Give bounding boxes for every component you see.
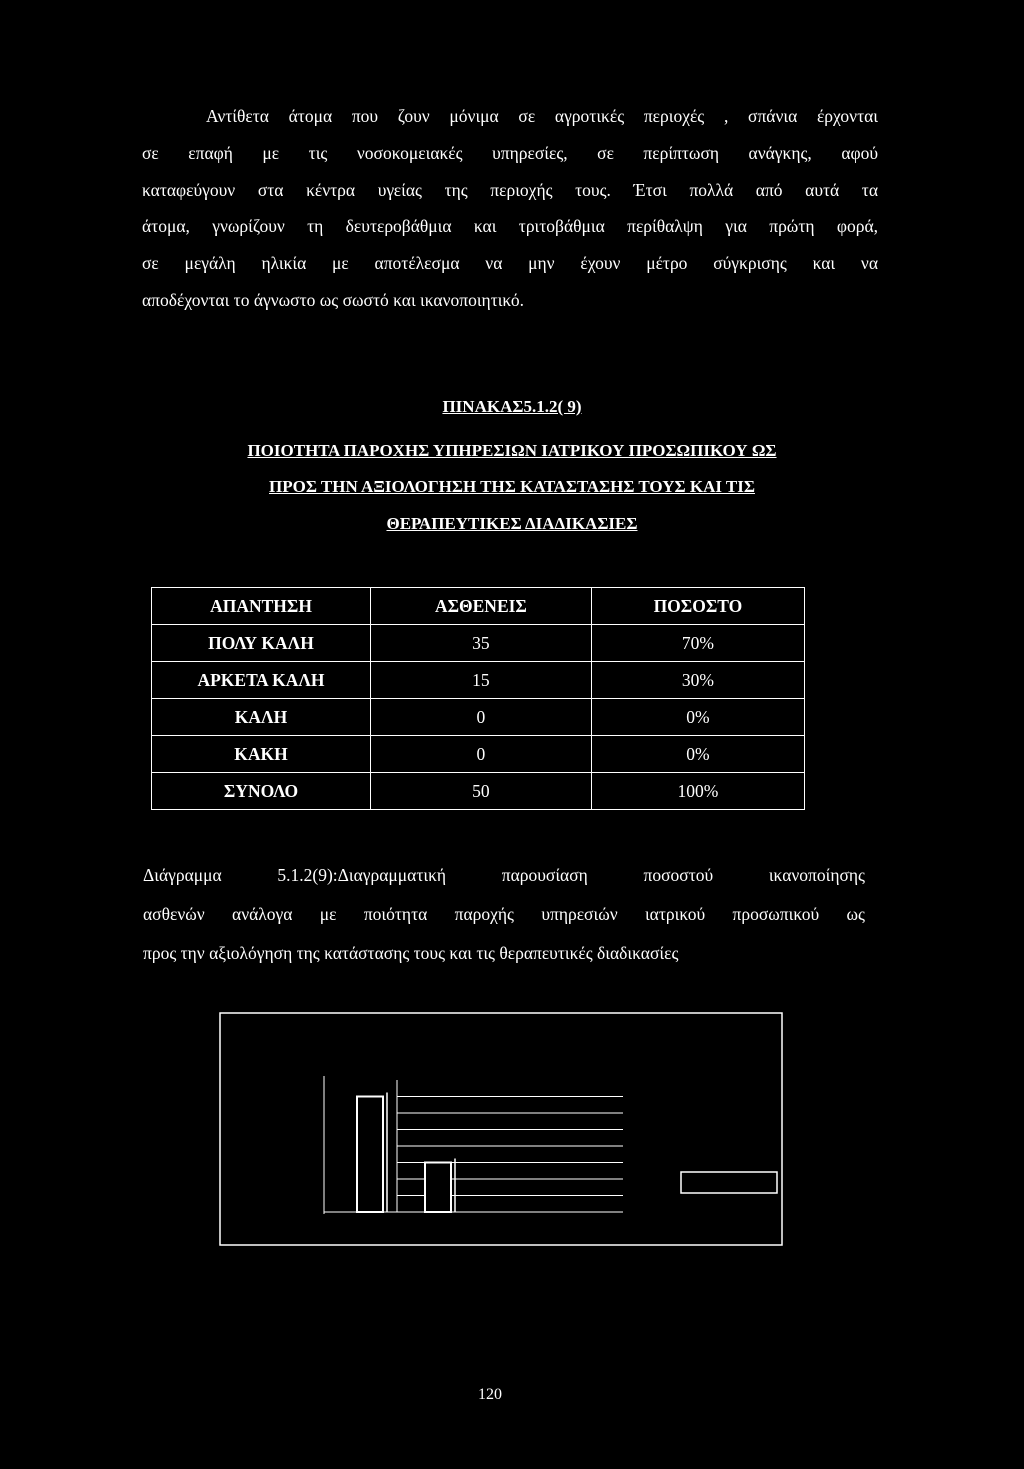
table-cell: 0 (371, 736, 592, 773)
table-row (152, 773, 805, 810)
paragraph-line: σε μεγάλη ηλικία με αποτέλεσμα να μην έχουν μέτρο σύγκρισης και να (142, 253, 878, 274)
chart-container (219, 1012, 783, 1246)
table-row (152, 625, 805, 662)
table-cell: 0% (591, 699, 804, 736)
caption-line: Διάγραμμα 5.1.2(9):Διαγραμματική παρουσίαση ποσοστού ικανοποίησης (143, 865, 865, 885)
table-title-line: ΘΕΡΑΠΕΥΤΙΚΕΣ ΔΙΑΔΙΚΑΣΙΕΣ (386, 514, 638, 533)
paragraph-line: αποδέχονται το άγνωστο ως σωστό και ικανοποιητικό. (142, 289, 524, 310)
bar (357, 1097, 383, 1213)
table-cell: 30% (591, 662, 804, 699)
paragraph-line: σε επαφή με τις νοσοκομειακές υπηρεσίες, σε περίπτωση ανάγκης, αφού (142, 142, 878, 163)
chart-bars (357, 1093, 455, 1213)
table-row (152, 736, 805, 773)
column-header: ΑΠΑΝΤΗΣΗ (152, 588, 371, 625)
column-header: ΠΟΣΟΣΤΟ (591, 588, 804, 625)
table-cell: 70% (591, 625, 804, 662)
table-cell: 50 (371, 773, 592, 810)
legend-box (681, 1172, 777, 1193)
table-title-line: ΠΟΙΟΤΗΤΑ ΠΑΡΟΧΗΣ ΥΠΗΡΕΣΙΩΝ ΙΑΤΡΙΚΟΥ ΠΡΟΣΩΠΙΚΟΥ ΩΣ (247, 441, 777, 460)
table-row (152, 662, 805, 699)
table-cell: 15 (371, 662, 592, 699)
page-number: 120 (478, 1386, 502, 1403)
body-paragraph (142, 98, 878, 319)
paragraph-line: άτομα, γνωρίζουν τη δευτεροβάθμια και τριτοβάθμια περίθαλψη για πρώτη φορά, (142, 216, 878, 237)
table-cell: 0% (591, 736, 804, 773)
table-cell: ΚΑΛΗ (152, 699, 371, 736)
table-cell: 0 (371, 699, 592, 736)
table-number: ΠΙΝΑΚΑΣ5.1.2( 9) (442, 397, 582, 416)
table-cell: 35 (371, 625, 592, 662)
paragraph-line: Αντίθετα άτομα που ζουν μόνιμα σε αγροτικές περιοχές , σπάνια έρχονται (206, 106, 878, 126)
table-row (152, 699, 805, 736)
table-header-row (152, 588, 805, 625)
data-table (151, 587, 805, 810)
table-cell: ΑΡΚΕΤΑ ΚΑΛΗ (152, 662, 371, 699)
table-cell: 100% (591, 773, 804, 810)
table-title-line: ΠΡΟΣ ΤΗΝ ΑΞΙΟΛΟΓΗΣΗ ΤΗΣ ΚΑΤΑΣΤΑΣΗΣ ΤΟΥΣ ΚΑΙ ΤΙΣ (269, 477, 755, 496)
table-cell: ΣΥΝΟΛΟ (152, 773, 371, 810)
bar-chart (219, 1012, 783, 1246)
table-cell: ΠΟΛΥ ΚΑΛΗ (152, 625, 371, 662)
paragraph-line: καταφεύγουν στα κέντρα υγείας της περιοχής τους. Έτσι πολλά από αυτά τα (142, 179, 878, 200)
table-cell: ΚΑΚΗ (152, 736, 371, 773)
figure-caption (143, 856, 865, 973)
caption-line: ασθενών ανάλογα με ποιότητα παροχής υπηρεσιών ιατρικού προσωπικού ως (143, 904, 865, 924)
bar (425, 1163, 451, 1213)
caption-line: προς την αξιολόγηση της κατάστασης τους και τις θεραπευτικές διαδικασίες (143, 943, 679, 963)
column-header: ΑΣΘΕΝΕΙΣ (371, 588, 592, 625)
